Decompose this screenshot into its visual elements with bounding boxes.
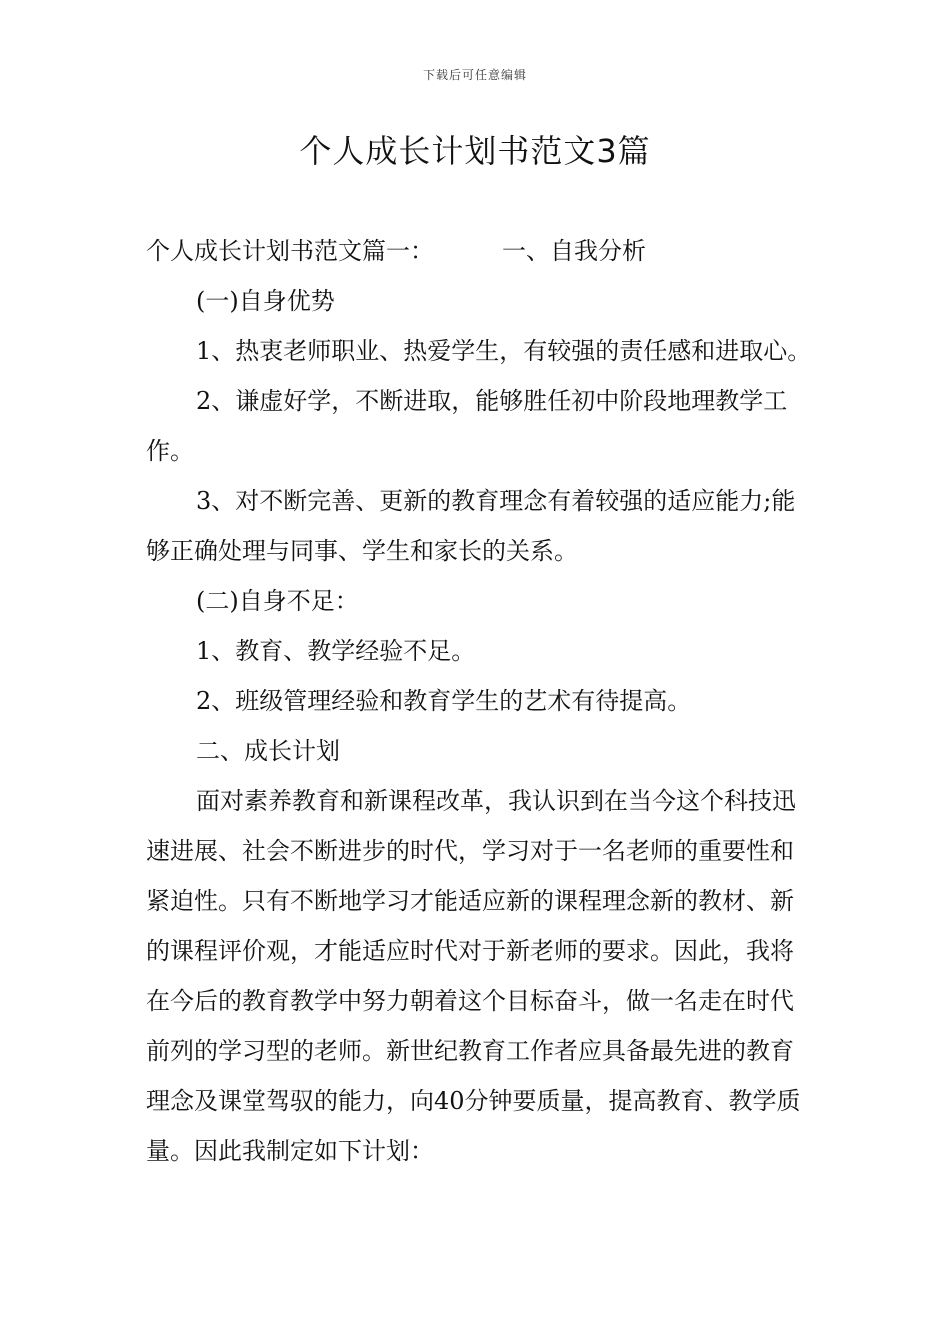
document-body xyxy=(146,226,816,1176)
paragraph: 1、教育、教学经验不足。 xyxy=(196,637,476,665)
subheading-weaknesses: (二)自身不足： xyxy=(196,587,359,615)
subheading-strengths: (一)自身优势 xyxy=(196,287,335,315)
section-heading-self-analysis: 一、自我分析 xyxy=(502,237,646,265)
paragraph: 2、谦虚好学，不断进取，能够胜任初中阶段地理教学工作。 xyxy=(146,387,788,465)
paragraph: 2、班级管理经验和教育学生的艺术有待提高。 xyxy=(196,687,692,715)
document-title: 个人成长计划书范文3篇 xyxy=(299,132,651,170)
paragraph: 1、热衷老师职业、热爱学生，有较强的责任感和进取心。 xyxy=(196,337,812,365)
paragraph: 面对素养教育和新课程改革，我认识到在当今这个科技迅速进展、社会不断进步的时代，学习对于一名老师的重要性和紧迫性。只有不断地学习才能适应新的课程理念新的教材、新的课程评价观，才能适应时代对于新老师的要求。因此，我将在今后的教育教学中努力朝着这个目标奋斗，做一名走在时代前列的学习型的老师。新世纪教育工作者应具备最先进的教育理念及课堂驾驭的能力，向40分钟要质量，提高教育、教学质量。因此我制定如下计划： xyxy=(146,787,801,1165)
section-heading-growth-plan: 二、成长计划 xyxy=(196,737,340,765)
intro-label: 个人成长计划书范文篇一： xyxy=(146,237,434,265)
header-note: 下载后可任意编辑 xyxy=(422,68,527,82)
intro-line xyxy=(146,226,816,276)
paragraph: 3、对不断完善、更新的教育理念有着较强的适应能力;能够正确处理与同事、学生和家长的关系。 xyxy=(146,487,796,565)
